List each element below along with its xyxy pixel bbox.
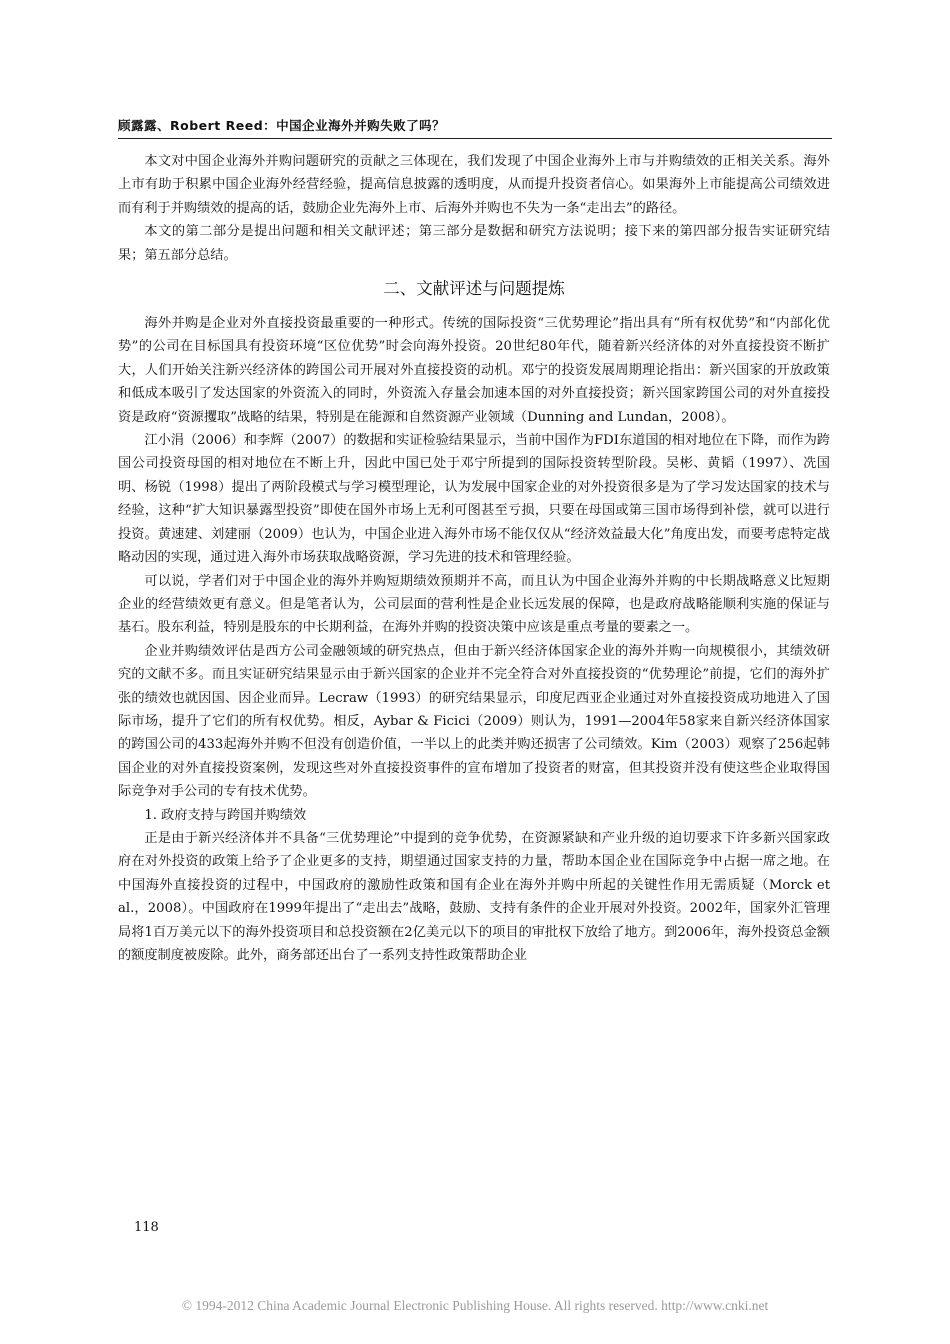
paragraph-government-support: 正是由于新兴经济体并不具备“三优势理论”中提到的竞争优势，在资源紧缺和产业升级的迫切要求下许多新兴国家政府在对外投资的政策上给予了企业更多的支持，期望通过国家支持的力量，帮助本国企业在国际竞争中占据一席之地。在中国海外直接投资的过程中，中国政府的激励性政策和国有企业在海外并购中所起的关键性作用无需质疑（Morck et al.，2008）。中国政府在1999年提出了“走出去”战略，鼓励、支持有条件的企业开展对外投资。2002年，国家外汇管理局将1百万美元以下的海外投资项目和总投资额在2亿美元以下的项目的审批权下放给了地方。到2006年，海外投资总金额的额度制度被废除。此外，商务部还出台了一系列支持性政策帮助企业 bbox=[118, 830, 830, 963]
paragraph-structure: 本文的第二部分是提出问题和相关文献评述；第三部分是数据和研究方法说明；接下来的第四部分报告实证研究结果；第五部分总结。 bbox=[118, 224, 830, 263]
page-number: 118 bbox=[134, 1220, 159, 1235]
section-title: 二、文献评述与问题提炼 bbox=[383, 279, 565, 299]
paragraph-contribution: 本文对中国企业海外并购问题研究的贡献之三体现在，我们发现了中国企业海外上市与并购绩效的正相关关系。海外上市有助于积累中国企业海外经营经验，提高信息披露的透明度，从而提升投资者信心。如果海外上市能提高公司绩效进而有利于并购绩效的提高的话，鼓励企业先海外上市、后海外并购也不失为一条“走出去”的路径。 bbox=[118, 154, 830, 216]
paragraph-theory: 海外并购是企业对外直接投资最重要的一种形式。传统的国际投资“三优势理论”指出具有“所有权优势”和“内部化优势”的公司在目标国具有投资环境“区位优势”时会向海外投资。20世纪80年代，随着新兴经济体的对外直接投资不断扩大，人们开始关注新兴经济体的跨国公司开展对外直接投资的动机。邓宁的投资发展周期理论指出：新兴国家的开放政策和低成本吸引了发达国家的外资流入的同时，外资流入存量会加速本国的对外直接投资；新兴国家跨国公司的对外直接投资是政府“资源攫取”战略的结果，特别是在能源和自然资源产业领域（Dunning and Lundan，2008）。 bbox=[118, 316, 830, 425]
article-body bbox=[118, 150, 830, 967]
paragraph-evidence: 江小涓（2006）和李辉（2007）的数据和实证检验结果显示，当前中国作为FDI东道国的相对地位在下降，而作为跨国公司投资母国的相对地位在不断上升，因此中国已处于邓宁所提到的国际投资转型阶段。吴彬、黄韬（1997）、冼国明、杨锐（1998）提出了两阶段模式与学习模型理论，认为发展中国家企业的对外投资很多是为了学习发达国家的技术与经验，这种“扩大知识暴露型投资”即使在国外市场上无利可图甚至亏损，只要在母国或第三国市场得到补偿，就可以进行投资。黄速建、刘建丽（2009）也认为，中国企业进入海外市场不能仅仅从“经济效益最大化”角度出发，而要考虑特定战略动因的实现，通过进入海外市场获取战略资源，学习先进的技术和管理经验。 bbox=[118, 433, 830, 566]
header-rule bbox=[118, 138, 832, 139]
copyright-footer: © 1994-2012 China Academic Journal Electronic Publishing House. All rights reserved. http://www.cnki.net bbox=[181, 1298, 769, 1313]
paragraph-performance: 企业并购绩效评估是西方公司金融领域的研究热点，但由于新兴经济体国家企业的海外并购一向规模很小，其绩效研究的文献不多。而且实证研究结果显示由于新兴国家的企业并不完全符合对外直接投资的“优势理论”前提，它们的海外扩张的绩效也就因国、因企业而异。Lecraw（1993）的研究结果显示，印度尼西亚企业通过对外直接投资成功地进入了国际市场，提升了它们的所有权优势。相反，Aybar & Ficici（2009）则认为，1991—2004年58家来自新兴经济体国家的跨国公司的433起海外并购不但没有创造价值，一半以上的此类并购还损害了公司绩效。Kim（2003）观察了256起韩国企业的对外直接投资案例，发现这些对外直接投资事件的宣布增加了投资者的财富，但其投资并没有使这些企业取得国际竞争对手公司的专有技术优势。 bbox=[118, 643, 830, 800]
running-header: 顾露露、Robert Reed：中国企业海外并购失败了吗？ bbox=[118, 118, 446, 133]
paragraph-shareholder: 可以说，学者们对于中国企业的海外并购短期绩效预期并不高，而且认为中国企业海外并购的中长期战略意义比短期企业的经营绩效更有意义。但是笔者认为，公司层面的营利性是企业长远发展的保障，也是政府战略能顺利实施的保证与基石。股东利益，特别是股东的中长期利益，在海外并购的投资决策中应该是重点考量的要素之一。 bbox=[118, 573, 830, 636]
subsection-heading: 1. 政府支持与跨国并购绩效 bbox=[144, 807, 307, 823]
